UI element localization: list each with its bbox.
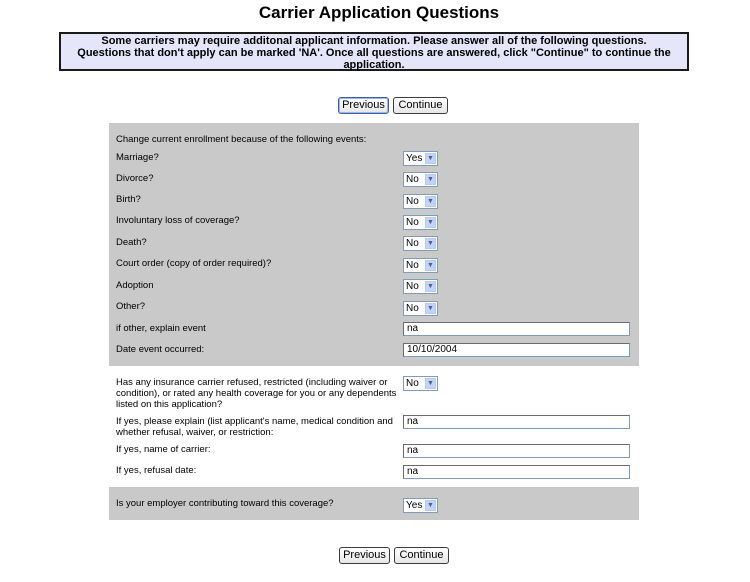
refusal-select-value: No	[406, 378, 419, 389]
page-title: Carrier Application Questions	[258, 3, 500, 22]
refusal-explain-input[interactable]: na	[403, 415, 630, 429]
refusal-select[interactable]	[403, 376, 438, 391]
court-order-select[interactable]	[403, 258, 438, 273]
refusal-section	[109, 366, 639, 487]
carrier-name-input[interactable]: na	[403, 444, 630, 458]
other-select-value: No	[406, 303, 419, 314]
previous-button-top[interactable]: Previous	[338, 97, 389, 114]
chevron-down-icon[interactable]: ▼	[425, 281, 436, 292]
other-explain-label: if other, explain event	[116, 323, 206, 334]
chevron-down-icon[interactable]: ▼	[425, 196, 436, 207]
divorce-label: Divorce?	[116, 173, 154, 184]
notice-line: Some carriers may require additonal applicant information. Please answer all of the following questions.	[101, 35, 647, 47]
chevron-down-icon[interactable]: ▼	[425, 303, 436, 314]
birth-label: Birth?	[116, 194, 141, 205]
marriage-label: Marriage?	[116, 152, 159, 163]
divorce-select-value: No	[406, 174, 419, 185]
chevron-down-icon[interactable]: ▼	[425, 153, 436, 164]
other-label: Other?	[116, 301, 146, 312]
adoption-select-value: No	[406, 281, 419, 292]
chevron-down-icon[interactable]: ▼	[425, 174, 436, 185]
employer-contribution-label: Is your employer contributing toward this coverage?	[116, 498, 334, 509]
birth-select-value: No	[406, 196, 419, 207]
chevron-down-icon[interactable]: ▼	[425, 217, 436, 228]
notice-line: application.	[343, 59, 405, 71]
chevron-down-icon[interactable]: ▼	[425, 260, 436, 271]
chevron-down-icon[interactable]: ▼	[425, 238, 436, 249]
refusal-question-line: condition), or rated any health coverage for you or any dependents	[116, 388, 397, 399]
continue-button-top[interactable]: Continue	[393, 97, 448, 114]
death-label: Death?	[116, 237, 147, 248]
refusal-explain-line: If yes, please explain (list applicant's name, medical condition and	[116, 416, 393, 427]
court-order-label: Court order (copy of order required)?	[116, 258, 272, 269]
employer-contribution-value: Yes	[406, 500, 423, 511]
involuntary-loss-select[interactable]	[403, 215, 438, 230]
marriage-select[interactable]	[403, 151, 438, 166]
other-select[interactable]	[403, 301, 438, 316]
divorce-select[interactable]	[403, 172, 438, 187]
other-explain-input[interactable]: na	[403, 322, 630, 336]
refusal-question-line: Has any insurance carrier refused, restricted (including waiver or	[116, 377, 388, 388]
previous-button-bottom[interactable]: Previous	[339, 547, 390, 564]
chevron-down-icon[interactable]: ▼	[425, 378, 436, 389]
involuntary-loss-select-value: No	[406, 217, 419, 228]
continue-button-bottom[interactable]: Continue	[394, 547, 449, 564]
adoption-label: Adoption	[116, 280, 154, 291]
carrier-name-label: If yes, name of carrier:	[116, 444, 211, 455]
event-date-label: Date event occurred:	[116, 344, 205, 355]
death-select-value: No	[406, 238, 419, 249]
birth-select[interactable]	[403, 194, 438, 209]
refusal-date-label: If yes, refusal date:	[116, 465, 197, 476]
court-order-select-value: No	[406, 260, 419, 271]
refusal-date-input[interactable]: na	[403, 465, 630, 479]
involuntary-loss-label: Involuntary loss of coverage?	[116, 215, 240, 226]
refusal-explain-label	[116, 416, 393, 438]
employer-contribution-select[interactable]	[403, 498, 438, 513]
adoption-select[interactable]	[403, 279, 438, 294]
employer-section	[109, 487, 639, 520]
notice-line: Questions that don't apply can be marked 'NA'. Once all questions are answered, click "Continue" to continue the	[77, 47, 671, 59]
refusal-question	[116, 377, 396, 410]
death-select[interactable]	[403, 236, 438, 251]
refusal-explain-line: whether refusal, waiver, or restriction:	[116, 427, 274, 438]
enrollment-heading: Change current enrollment because of the following events:	[116, 134, 367, 145]
refusal-question-line: listed on this application?	[116, 399, 223, 410]
event-date-input[interactable]: 10/10/2004	[403, 343, 630, 357]
chevron-down-icon[interactable]: ▼	[425, 500, 436, 511]
enrollment-events-section	[109, 123, 639, 366]
marriage-select-value: Yes	[406, 153, 423, 164]
instructions-notice	[59, 32, 689, 71]
